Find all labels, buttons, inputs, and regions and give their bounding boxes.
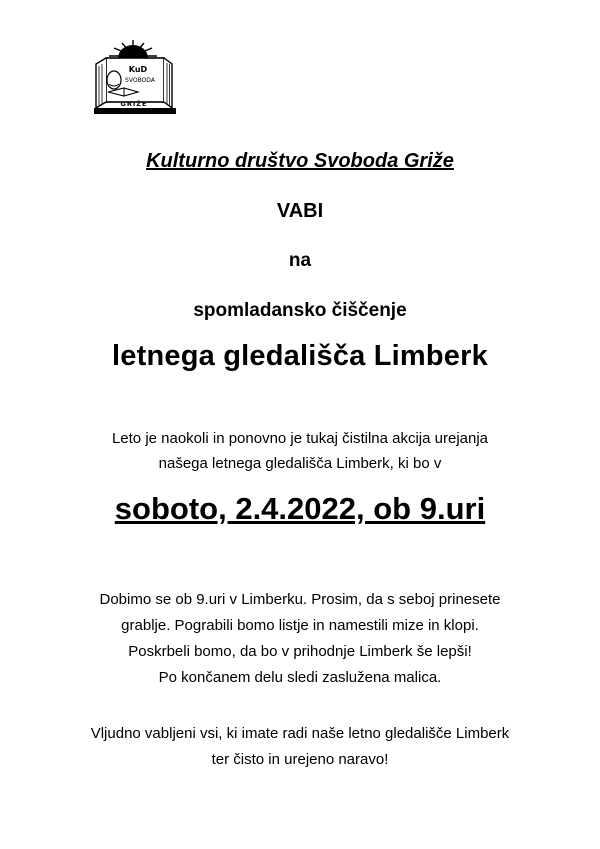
details-line: grablje. Pograbili bomo listje in namestili mize in klopi. [121, 617, 479, 634]
invite-heading: VABI [276, 200, 324, 222]
details-line: Po končanem delu sledi zaslužena malica. [158, 669, 442, 686]
closing-line: ter čisto in urejeno naravo! [211, 751, 389, 768]
venue-title: letnega gledališča Limberk [112, 340, 488, 372]
closing-paragraph [0, 721, 600, 773]
logo-text-kud: KuD [128, 65, 148, 74]
intro-line: našega letnega gledališča Limberk, ki bo v [158, 455, 442, 472]
kud-svoboda-logo [78, 34, 188, 116]
organization-name: Kulturno društvo Svoboda Griže [146, 150, 454, 172]
closing-line: Vljudno vabljeni vsi, ki imate radi naše letno gledališče Limberk [90, 725, 510, 742]
logo-text-grize: GRIŽE [120, 100, 148, 108]
details-line: Dobimo se ob 9.uri v Limberku. Prosim, da s seboj prinesete [99, 591, 501, 608]
details-paragraph [0, 587, 600, 691]
preposition-text: na [288, 250, 312, 271]
details-line: Poskrbeli bomo, da bo v prihodnje Limberk še lepši! [128, 643, 472, 660]
event-date: soboto, 2.4.2022, ob 9.uri [114, 491, 486, 526]
intro-paragraph [0, 426, 600, 476]
logo-text-svoboda: SVOBODA [125, 77, 155, 84]
intro-line: Leto je naokoli in ponovno je tukaj čistilna akcija urejanja [111, 430, 489, 447]
event-name: spomladansko čiščenje [193, 300, 407, 321]
